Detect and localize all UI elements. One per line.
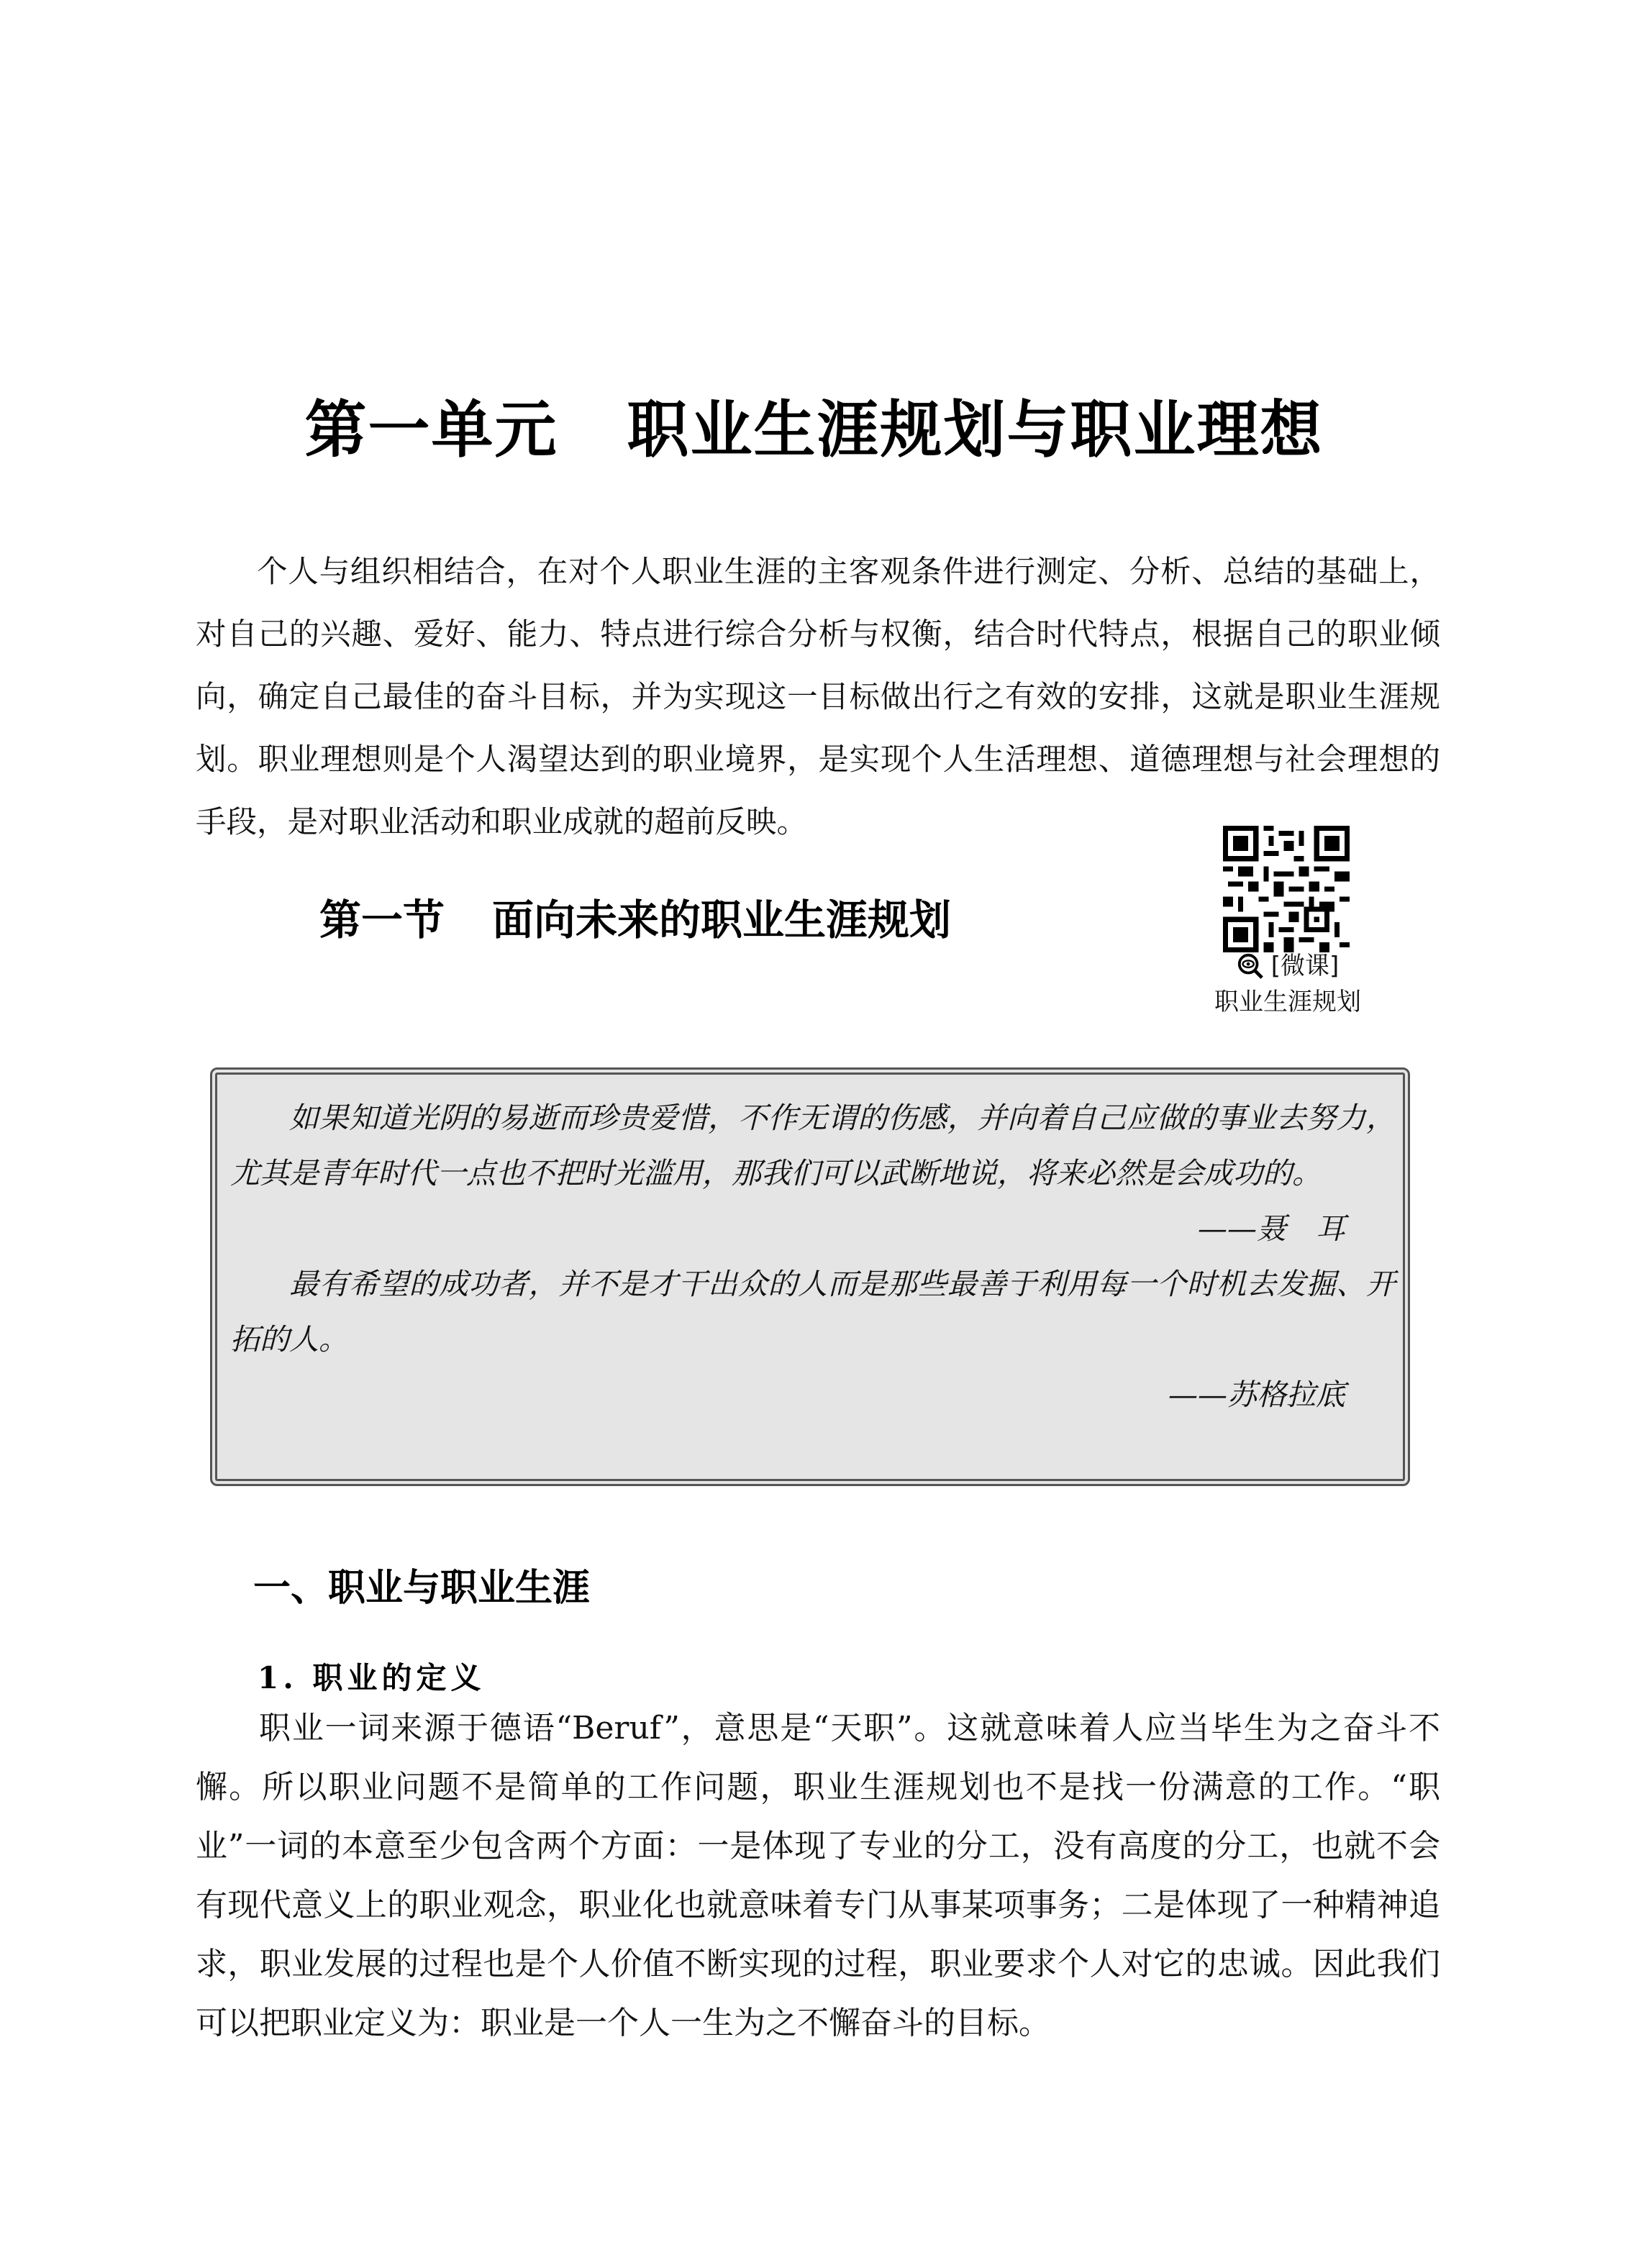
magnifier-eye-icon — [1237, 952, 1264, 980]
section-number: 第一节 — [319, 896, 445, 944]
quote-author: ——聂 耳 — [1198, 1211, 1345, 1246]
quote-author: ——苏格拉底 — [1168, 1377, 1345, 1412]
unit-intro-paragraph: 个人与组织相结合，在对个人职业生涯的主客观条件进行测定、分析、总结的基础上，对自己的兴趣、爱好、能力、特点进行综合分析与权衡，结合时代特点，根据自己的职业倾向，确定自己最佳的奋斗目标，并为实现这一目标做出行之有效的安排，这就是职业生涯规划。职业理想则是个人渴望达到的职业境界，是实现个人生活理想、道德理想与社会理想的手段，是对职业活动和职业成就的超前反映。 — [196, 555, 1440, 840]
unit-title — [0, 380, 1628, 469]
micro-course-tag: [微课] — [1270, 952, 1340, 980]
quote-list — [230, 1090, 1396, 1423]
unit-name: 职业生涯规划与职业理想 — [627, 394, 1324, 466]
heading-definition: 1. 职业的定义 — [258, 1660, 486, 1695]
body-paragraph: 职业一词来源于德语“Beruf”，意思是“天职”。这就意味着人应当毕生为之奋斗不懈。所以职业问题不是简单的工作问题，职业生涯规划也不是找一份满意的工作。“职业”一词的本意至少包含两个方面：一是体现了专业的分工，没有高度的分工，也就不会有现代意义上的职业观念，职业化也就意味着专门从事某项事务；二是体现了一种精神追求，职业发展的过程也是个人价值不断实现的过程，职业要求个人对它的忠诚。因此我们可以把职业定义为：职业是一个人一生为之不懈奋斗的目标。 — [196, 1710, 1440, 2041]
qr-code-icon[interactable] — [1223, 826, 1350, 952]
micro-course-title: 职业生涯规划 — [1214, 988, 1361, 1016]
heading-career: 一、职业与职业生涯 — [253, 1567, 591, 1610]
quote-text: 最有希望的成功者，并不是才干出众的人而是那些最善于利用每一个时机去发掘、开拓的人。 — [230, 1267, 1396, 1357]
unit-number: 第一单元 — [304, 394, 558, 466]
micro-course-caption — [1180, 948, 1396, 1020]
section-title — [319, 886, 951, 947]
section-name: 面向未来的职业生涯规划 — [492, 896, 952, 944]
quote-text: 如果知道光阴的易逝而珍贵爱惜，不作无谓的伤感，并向着自己应做的事业去努力，尤其是青年时代一点也不把时光滥用，那我们可以武断地说，将来必然是会成功的。 — [230, 1101, 1396, 1190]
